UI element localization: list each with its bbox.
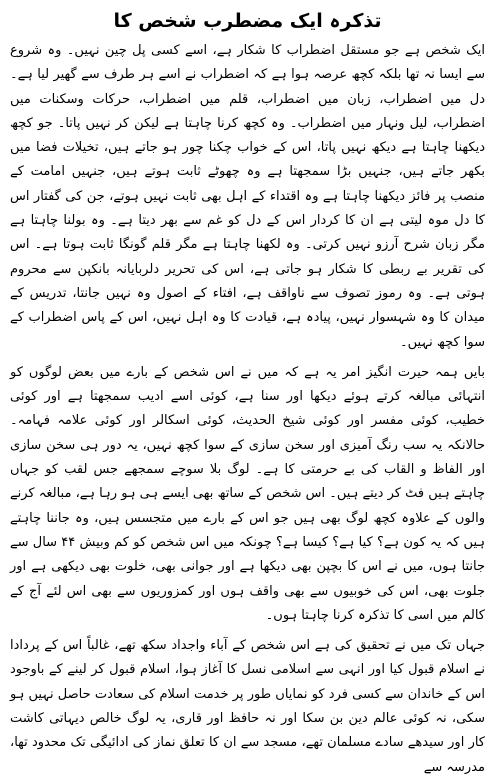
article-paragraph-3: جہاں تک میں نے تحقیق کی ہے اس شخص کے آباء واجداد سکھ تھے، غالباً اس کے پردادا نے اسلام قبول کیا اور انہی سے اسلامی نسل کا آغاز ہوا، اسلام قبول کر لینے کے باوجود اس کے خاندان سے کسی فرد کو نمایاں طور پر خدمت اسلام کی سعادت حاصل نہیں ہو سکی، نہ کوئی عالم دین بن سکا اور نہ حافظ اور قاری، یہ لوگ خالص دیہاتی کاشت کار اور سیدھے سادے مسلمان تھے، مسجد سے ان کا تعلق نماز کی ادائیگی تک محدود تھا، مدرسہ سے xyxy=(10,638,485,775)
article-paragraph-2: بایں ہمہ حیرت انگیز امر یہ ہے کہ میں نے اس شخص کے بارے میں بعض لوگوں کو انتہائی مبالغہ کرتے ہوئے دیکھا اور سنا ہے، کوئی اسے ادیب سمجھتا ہے اور کوئی خطیب، کوئی مفسر اور کوئی شیخ الحدیث، کوئی اسکالر اور کوئی علامہ فہامہ۔ حالانکہ یہ سب رنگ آمیزی اور سخن سازی کے سوا کچھ نہیں، یہ دور ہی سخن سازی اور الفاظ و القاب کی بے حرمتی کا ہے۔ لوگ بلا سوچے سمجھے جس لقب کو جہاں چاہتے ہیں فٹ کر دیتے ہیں۔ اس شخص کے ساتھ بھی ایسے ہی ہو رہا ہے، مبالغہ کرنے والوں کے علاوہ کچھ لوگ بھی ہیں جو اس کے بارے میں متجسس ہیں، وہ جاننا چاہتے ہیں کہ یہ کون ہے؟ کیا ہے؟ کیسا ہے؟ چونکہ میں اس شخص کو کم وبیش ۴۴ سال سے جانتا ہوں، میں نے اس کا بچپن بھی دیکھا ہے اور جوانی بھی، خلوت بھی دیکھی ہے اور جلوت بھی، اس کی خوبیوں سے بھی واقف ہوں اور کمزوریوں سے بھی اس لئے آج کے کالم میں اسی کا تذکرہ کرنا چاہتا ہوں۔ xyxy=(10,364,485,623)
article-title: تذکرہ ایک مضطرب شخص کا xyxy=(113,10,382,32)
article-paragraph-1: ایک شخص ہے جو مستقل اضطراب کا شکار ہے، اسے کسی پل چین نہیں۔ وہ شروع سے ایسا نہ تھا بلکہ کچھ عرصہ ہوا ہے کہ اضطراب نے اسے ہر طرف سے گھیر لیا ہے۔ دل میں اضطراب، زبان میں اضطراب، قلم میں اضطراب، حرکات وسکنات میں اضطراب، لیل ونہار میں اضطراب۔ وہ کچھ کرنا چاہتا ہے لیکن کر نہیں پاتا۔ جو کچھ دیکھنا چاہتا ہے دیکھ نہیں پاتا، اس کے خواب چکنا چور ہو جاتے ہیں، تخیلات فضا میں بکھر جاتے ہیں، جنہیں بڑا سمجھتا ہے وہ چھوٹے ثابت ہوتے ہیں، جنہیں امامت کے منصب پر فائز دیکھنا چاہتا ہے وہ اقتداء کے اہل بھی ثابت نہیں ہوتے، جن کی گفتار اس کا دل موہ لیتی ہے ان کا کردار اس کے دل کو غم سے بھر دیتا ہے۔ وہ بولنا چاہتا ہے مگر زبان شرح آرزو نہیں کرتی۔ وہ لکھنا چاہتا ہے مگر قلم گونگا ثابت ہوتا ہے۔ اس کی تقریر بے ربطی کا شکار ہو جاتی ہے، اس کی تحریر دلربایانہ بانکپن سے محروم ہوتی ہے۔ وہ رموز تصوف سے ناواقف ہے، افتاء کے اصول وہ نہیں جانتا، تدریس کے میدان کا وہ شہسوار نہیں، پیادہ ہے، قیادت کا وہ اہل نہیں، اس کے پاس اضطراب کے سوا کچھ نہیں۔ xyxy=(10,43,486,350)
